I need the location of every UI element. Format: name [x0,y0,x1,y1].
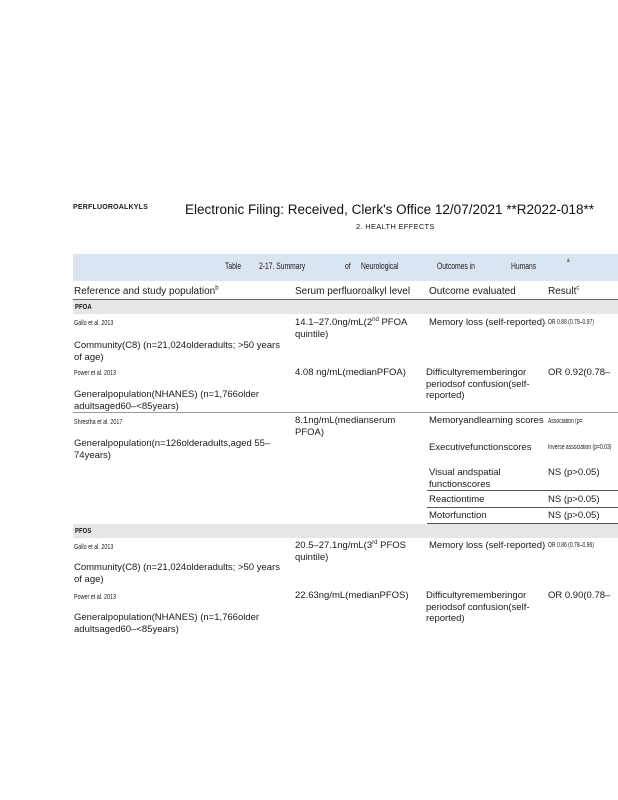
section-pfoa: PFOA [73,300,618,314]
serum-level: 14.1–27.0ng/mL(2nd PFOA quintile) [295,316,407,340]
result: NS (p>0.05) [548,494,600,505]
study-population: Community(C8) (n=21,024olderadults; >50 years of age) [74,340,280,363]
col-header-outcome: Outcome evaluated [429,286,516,297]
serum-level: 20.5–27.1ng/mL(3rd PFOS quintile) [295,539,406,563]
study-population: Generalpopulation(n=126olderadults,aged 55–74years) [74,438,271,461]
reference-link[interactable]: Gallo et al. 2013 [74,542,114,551]
outcome-rule [427,507,618,508]
outcome-rule [427,490,618,491]
caption-word: Neurological [361,261,399,271]
serum-level: 8.1ng/mL(medianserum PFOA) [295,415,396,438]
reference-link[interactable]: Gallo et al. 2013 [74,318,114,327]
result: OR 0.86 (0.78–0.96) [548,542,594,549]
outcome: Difficultyrememberingor periodsof confusion(self-reported) [426,590,530,624]
reference-link[interactable]: Power et al. 2013 [74,592,117,601]
chapter-heading: 2. HEALTH EFFECTS [356,222,435,231]
outcome: Memory loss (self-reported) [429,540,546,551]
outcome: Executivefunctionscores [429,442,532,453]
reference-link[interactable]: Power et al. 2013 [74,368,117,377]
reference-link[interactable]: Shrestha et al. 2017 [74,417,123,426]
result: OR 0.88 (0.79–0.97) [548,319,594,326]
study-population: Generalpopulation(NHANES) (n=1,766older adultsaged60–<85years) [74,612,260,635]
caption-word: 2-17. Summary [259,261,306,271]
caption-word: Humans [511,261,537,271]
result: NS (p>0.05) [548,510,600,521]
result: OR 0.90(0.78– [548,590,611,601]
outcome: Reactiontime [429,494,485,505]
caption-word: of [345,261,351,271]
running-title: PERFLUOROALKYLS [73,204,148,211]
result: Association (p= [548,418,583,425]
col-header-reference: Reference and study population$^b$ [74,285,219,297]
study-population: Generalpopulation(NHANES) (n=1,766older adultsaged60–<85years) [74,389,260,412]
filing-stamp: Electronic Filing: Received, Clerk's Office 12/07/2021 **R2022-018** [185,202,595,217]
outcome: Motorfunction [429,510,487,521]
study-population: Community(C8) (n=21,024olderadults; >50 years of age) [74,562,280,585]
outcome: Memory loss (self-reported) [429,317,546,328]
result: Inverse association (p=0.03) [548,444,612,451]
outcome: Visual andspatial functionscores [429,467,501,490]
row-rule [73,412,618,413]
result: OR 0.92(0.78– [548,367,611,378]
outcome: Memoryandlearning scores [429,415,544,426]
section-pfos: PFOS [73,524,618,538]
outcome: Difficultyrememberingor periodsof confusion(self-reported) [426,367,530,401]
table-caption [73,254,618,281]
result: NS (p>0.05) [548,467,600,478]
caption-word: Outcomes in [437,261,475,271]
neurological-outcomes-table [73,254,618,654]
caption-word: Table [225,261,242,271]
caption-footnote: a [567,258,570,264]
col-header-result: Result$^c$ [548,285,580,297]
serum-level: 22.63ng/mL(medianPFOS) [295,590,409,601]
col-header-level: Serum perfluoroalkyl level [295,286,411,297]
serum-level: 4.08 ng/mL(medianPFOA) [295,367,406,378]
